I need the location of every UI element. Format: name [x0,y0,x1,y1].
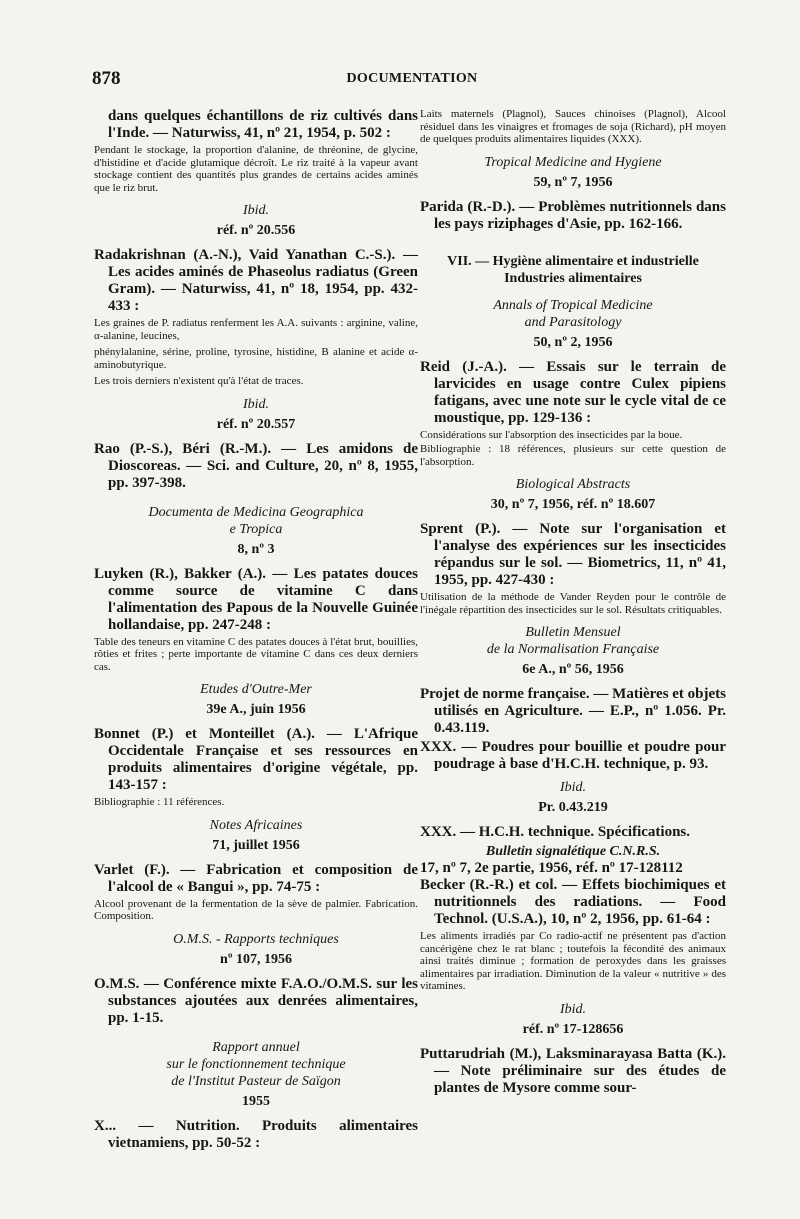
journal-name: Annals of Tropical Medicine [493,297,653,313]
running-title: DOCUMENTATION [346,71,478,86]
entry-title: Luyken (R.), Bakker (A.). — Les patates douces comme source de vitamine C dans l'alimentation des Papous de la Nouvelle Guinée hollandaise, pp. 247-248 : [94,565,418,633]
journal-issue: 8, nº 3 [237,541,275,557]
journal-issue: 17, nº 7, 2e partie, 1956, réf. nº 17-128112 [420,860,683,876]
journal-name: Bulletin Mensuel [525,625,621,640]
journal-name: O.M.S. - Rapports techniques [173,931,339,947]
ibid-label: Ibid. [242,396,270,412]
section-heading [420,253,726,287]
journal-issue: 1955 [242,1093,270,1109]
entry-abstract: Les trois derniers n'existent qu'à l'état de traces. [94,375,304,387]
entry-title: XXX. — Poudres pour bouillie et poudre pour poudrage à base d'H.C.H. technique, p. 93. [420,739,726,772]
entry-abstract: Laits maternels (Plagnol), Sauces chinoises (Plagnol), Alcool résiduel dans les vinaigres et fromages de soja (Richard), pH moyen de quelques produits alimentaires liquides (XXX). [420,108,726,145]
entry-title: Reid (J.-A.). — Essais sur le terrain de larvicides en usage contre Culex pipiens fatigans, avec une note sur le cycle vital de ce moustique, pp. 129-136 : [420,358,726,426]
entry-abstract: Considérations sur l'absorption des insecticides par la boue. [420,428,683,441]
ibid-label: Ibid. [559,1001,587,1017]
entry-title: dans quelques échantillons de riz cultivés dans l'Inde. — Naturwiss, 41, nº 21, 1954, p. 502 : [108,108,418,141]
reference-number: réf. nº 20.556 [216,223,296,238]
page-header [92,68,732,92]
journal-name: Biological Abstracts [515,477,631,492]
journal-name: e Tropica [229,521,283,537]
journal-name: Bulletin signalétique C.N.R.S. [485,844,661,859]
entry-abstract: phénylalanine, sérine, proline, tyrosine, histidine, B alanine et acide α-aminobutyrique. [94,346,418,371]
section-heading-line: VII. — Hygiène alimentaire et industrielle [447,253,699,269]
entry-title: Sprent (P.). — Note sur l'organisation et l'analyse des expériences sur les insecticides répandus sur le sol. — Biometrics, 11, nº 41, 1955, pp. 427-430 : [420,521,726,588]
journal-issue: nº 107, 1956 [220,951,292,967]
journal-issue: 39e A., juin 1956 [206,702,306,717]
entry-title: Projet de norme française. — Matières et objets utilisés en Agriculture. — E.P., nº 1.056. Pr. 0.43.119. [420,686,727,736]
page-number: 878 [92,68,121,89]
left-column [94,108,418,1154]
entry-abstract: Les aliments irradiés par Co radio-actif ne présentent pas d'action cancérigène chez le rat blanc ; toutefois la fécondité des animaux ainsi traités diminue ; formation de peroxydes dans les graisses alimentaires par irradiation. Diminution de la valeur « nutritive » des vitamines. [420,930,726,992]
entry-title: Parida (R.-D.). — Problèmes nutritionnels dans les pays riziphages d'Asie, pp. 162-166. [420,198,726,232]
right-column [420,108,726,1099]
entry-title: Radakrishnan (A.-N.), Vaid Yanathan C.-S.). — Les acides aminés de Phaseolus radiatus (Green Gram). — Naturwiss, 41, nº 18, 1954, pp. 432-433 : [94,247,418,314]
journal-name: Tropical Medicine and Hygiene [484,154,662,170]
journal-name: de la Normalisation Française [486,642,660,657]
entry-abstract: Bibliographie : 18 références, plusieurs sur cette question de l'absorption. [420,443,726,468]
section-heading-line: Industries alimentaires [504,270,642,286]
entry-abstract: Les graines de P. radiatus renferment les A.A. suivants : arginine, valine, α-alanine, leucines, [94,317,418,342]
entry-title: Rao (P.-S.), Béri (R.-M.). — Les amidons de Dioscoreas. — Sci. and Culture, 20, nº 8, 1955, pp. 397-398. [94,440,418,491]
journal-name: Notes Africaines [209,817,303,833]
ibid-label: Ibid. [242,203,270,218]
journal-issue: 71, juillet 1956 [212,837,300,853]
entry-title: O.M.S. — Conférence mixte F.A.O./O.M.S. sur les substances ajoutées aux denrées alimentaires, pp. 1-15. [94,975,418,1026]
journal-issue: 30, nº 7, 1956, réf. nº 18.607 [490,497,656,512]
ibid-label: Ibid. [559,780,587,795]
journal-name: de l'Institut Pasteur de Saïgon [171,1073,341,1089]
journal-name: Documenta de Medicina Geographica [148,504,364,520]
journal-name: Rapport annuel [212,1039,300,1055]
reference-number: réf. nº 20.557 [216,416,296,432]
journal-issue: 59, nº 7, 1956 [533,174,613,190]
entry-title: Varlet (F.). — Fabrication et composition de l'alcool de « Bangui », pp. 74-75 : [94,861,418,895]
entry-title: XXX. — H.C.H. technique. Spécifications. [420,824,690,840]
entry-abstract: Alcool provenant de la fermentation de la sève de palmier. Fabrication. Composition. [94,897,418,922]
entry-abstract: Utilisation de la méthode de Vander Reyden pour le contrôle de l'inégale répartition des insecticides sur le sol. Résultats critiquables. [420,591,726,616]
entry-title: X... — Nutrition. Produits alimentaires vietnamiens, pp. 50-52 : [94,1117,418,1151]
entry-title: Bonnet (P.) et Monteillet (A.). — L'Afrique Occidentale Française et ses ressources en produits alimentaires d'origine végétale, pp. 143-157 : [94,726,418,793]
entry-abstract: Table des teneurs en vitamine C des patates douces à l'état brut, bouillies, rôties et frites ; perte importante de vitamine C dans ces deux derniers cas. [94,635,418,673]
entry-title: Puttarudriah (M.), Laksminarayasa Batta (K.). — Note préliminaire sur des études de plantes de Mysore comme sour- [420,1045,726,1096]
journal-name: Etudes d'Outre-Mer [200,682,312,697]
reference-number: Pr. 0.43.219 [538,800,608,815]
journal-issue: 50, nº 2, 1956 [533,334,613,350]
entry-abstract: Bibliographie : 11 références. [94,796,225,808]
entry-title: Becker (R.-R.) et col. — Effets biochimiques et nutritionnels des radiations. — Food Technol. (U.S.A.), 10, nº 2, 1956, pp. 61-64 : [420,877,726,927]
journal-name: and Parasitology [524,314,622,330]
journal-name: sur le fonctionnement technique [166,1056,346,1072]
journal-issue: 6e A., nº 56, 1956 [522,662,624,677]
reference-number: réf. nº 17-128656 [522,1021,624,1037]
entry-abstract: Pendant le stockage, la proportion d'alanine, de thréonine, de glycine, d'histidine et d'acide glutamique décroît. Le riz traité à la vapeur avant stockage contient des quantités plus grandes de certains acides aminés que le riz brut. [94,144,418,194]
